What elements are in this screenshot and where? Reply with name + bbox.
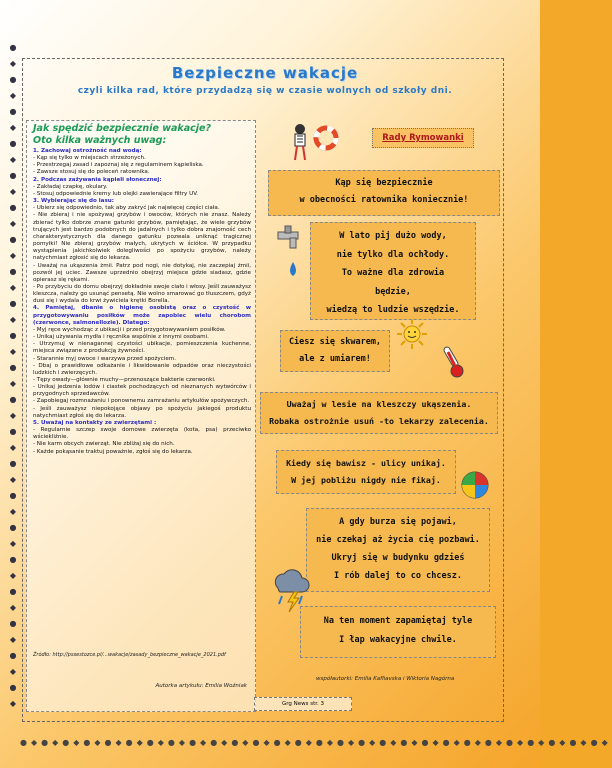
tip-line: Robaka ostrożnie usuń -to lekarzy zalecenia. xyxy=(269,416,489,426)
source-note: Źródło: http://pssestozce.pl/...wakacje/zasady_bezpieczne_wakacje_2021.pdf xyxy=(33,652,226,658)
tip-box-2 xyxy=(310,222,476,320)
tip-line: To ważne dla zdrowia xyxy=(341,268,445,278)
tip-line: w obecności ratownika koniecznie! xyxy=(299,195,469,205)
tip-box-4 xyxy=(260,392,498,434)
tip-line: W jej pobliżu nigdy nie fikaj. xyxy=(291,475,441,485)
collaborators-note: współautorki: Emilia Kafliavska i Wiktoria Nagórna xyxy=(316,676,455,682)
sun-icon xyxy=(396,318,428,350)
article-paragraph: - Utrzymuj w nienagannej czystości ubikacje, pomieszczenia kuchenne, miejsca związane z produkcją żywności. xyxy=(33,341,251,355)
article-section-heading: 1. Zachowaj ostrożność nad wodą: xyxy=(33,148,142,154)
page-title: Bezpieczne wakacje xyxy=(171,64,359,82)
article-author: Autorka artykułu: Emilia Woźniak xyxy=(155,683,247,689)
tip-box-3 xyxy=(280,330,390,372)
side-decoration: ● ◆ ● ◆ ● ◆ ● ◆ ● ◆ ● ◆ ● ◆ ● ◆ ● ◆ ● ◆ ● ◆ ● ◆ ● ◆ ● ◆ ● ◆ ● ◆ ● ◆ ● ◆ ● ◆ ● ◆ ● ◆ xyxy=(9,43,17,708)
tip-line: będzie, xyxy=(375,286,411,297)
tip-box-7 xyxy=(300,606,496,658)
article-paragraph: - Po przybyciu do domu obejrzyj dokładnie swoje ciało i włosy. Jeśli zauważysz kleszcza, należy go usunąć pensetą. Nie wolno smarować go tłuszczem, gdyż dusi się i wydala do krwi żywiciela krętki Borella. xyxy=(33,283,251,305)
article-paragraph: - Kąp się tylko w miejscach strzeżonych. xyxy=(33,155,146,162)
article-paragraph: - Każde pokąsanie traktuj poważnie, zgłoś się do lekarza. xyxy=(33,448,193,455)
article-paragraph: - Nie zbieraj i nie spożywaj grzybów i owoców, których nie znasz. Należy zbierać tylko dobrze znane gatunki grzybów, pamiętając, że wiele grzybów trujących jest bardzo podobnych do jadalnych i tylko dobra znajomość cech charakterystycznych dla danego gatunku pozwala uniknąć tragicznej pomyłki! Nie zbieraj grzybów małych, ukrytych w ściółce. W przypadku wystąpienia jakichkolwiek dolegliwości po spożyciu grzybów, należy natychmiast zgłosić się do lekarza. xyxy=(33,212,251,262)
article-paragraph: - Starannie myj owoce i warzywa przed spożyciem. xyxy=(33,355,177,362)
article-paragraph: - Zakładaj czapkę, okulary. xyxy=(33,183,108,190)
beach-ball-icon xyxy=(460,470,490,500)
tip-line: Kąp się bezpiecznie xyxy=(335,178,433,188)
tip-line: I łap wakacyjne chwile. xyxy=(339,635,457,645)
lifeguard-icon xyxy=(288,122,344,162)
article-column xyxy=(26,120,256,712)
tip-line: I rób dalej to co chcesz. xyxy=(334,571,462,581)
article-paragraph: - Ubierz się odpowiednio, tak aby zakryć jak najwięcej części ciała. xyxy=(33,205,220,212)
article-section-heading: 4. Pamiętaj, dbanie o higienę osobistą oraz o czystość w przygotowywaniu posiłków może zapobiec wielu chorobom (czerwonce, salmonellozie). Dlatego: xyxy=(33,305,251,326)
article-heading xyxy=(27,121,255,147)
article-heading-line-2: Oto kilka ważnych uwag: xyxy=(33,135,167,146)
tip-box-1 xyxy=(268,170,500,216)
tip-line: A gdy burza się pojawi, xyxy=(339,517,457,527)
article-heading-line-1: Jak spędzić bezpiecznie wakacje? xyxy=(33,123,211,134)
article-paragraph: - Uważaj na ukąszenia żmii. Patrz pod nogi, nie dotykaj, nie zaczepiaj żmii, pozwól jej uciec. Zawsze uprzednio obejrzyj miejsce gdzie siadasz, gdzie opierasz się rękami. xyxy=(33,262,251,283)
article-paragraph: - Zapobiegaj rozmnażaniu i ponownemu zamrażaniu artykułów spożywczych. xyxy=(33,398,250,405)
article-paragraph: - Myj ręce wychodząc z ubikacji i przed przygotowywaniem posiłków. xyxy=(33,326,226,333)
tip-box-5 xyxy=(276,450,456,494)
article-paragraph: - Zawsze stosuj się do poleceń ratownika. xyxy=(33,169,150,176)
tip-line: W lato pij dużo wody, xyxy=(339,231,447,241)
article-paragraph: - Tępy owady—głównie muchy—przenoszące bakterie czerwonki. xyxy=(33,377,216,383)
article-paragraph: - Dbaj o prawidłowe odkażanie i likwidowanie odpadów oraz nieczystości ludzkich i zwierzęcych. xyxy=(33,362,251,376)
article-section-heading: 3. Wybierając się do lasu: xyxy=(33,198,115,205)
tip-line: Uważaj w lesie na kleszczy ukąszenia. xyxy=(286,399,472,409)
article-paragraph: - Unikaj używania mydła i ręcznika wspólnie z innymi osobami. xyxy=(33,334,209,341)
tip-line: ale z umiarem! xyxy=(299,354,371,364)
bottom-decoration: ●◆●◆●◆●◆●◆●◆●◆●◆●◆●◆●◆●◆●◆●◆●◆●◆●◆●◆●◆●◆●◆●◆●◆●◆●◆●◆●◆●◆ xyxy=(20,738,612,747)
tip-line: Kiedy się bawisz - ulicy unikaj. xyxy=(286,458,446,468)
article-paragraph: - Stosuj odpowiednie kremy lub olejki zawierające filtry UV. xyxy=(33,190,199,197)
article-paragraph: - Regularnie szczep swoje domowe zwierzęta (kota, psa) przeciwko wściekliźnie. xyxy=(33,427,251,441)
page-subtitle: czyli kilka rad, które przydadzą się w czasie wolnych od szkoły dni. xyxy=(77,86,453,96)
article-paragraph: - Jeśli zauważysz niepokojące objawy po spożyciu jakiegoś produktu natychmiast zgłoś się do lekarza. xyxy=(33,405,251,419)
rady-rymowanki-label: Rady Rymowanki xyxy=(372,128,474,148)
article-paragraph: - Przestrzegaj zasad i zapoznaj się z regulaminem kąpieliska. xyxy=(33,162,204,169)
water-tap-icon xyxy=(276,226,304,286)
article-section-heading: 5. Uważaj na kontakty ze zwierzętami : xyxy=(33,419,157,426)
tip-line: nie czekaj aż życia cię pozbawi. xyxy=(316,535,480,545)
tip-line: nie tylko dla ochłody. xyxy=(336,249,450,260)
tip-line: Na ten moment zapamiętaj tyle xyxy=(323,616,473,626)
thermometer-icon xyxy=(440,344,468,380)
tip-line: wiedzą to ludzie wszędzie. xyxy=(326,305,460,315)
article-paragraph: - Unikaj jedzenia lodów i ciastek pochodzących od nieznanych wytwórców i przygodnych sprzedawców. xyxy=(33,384,251,398)
tip-line: Ukryj się w budynku gdzieś xyxy=(331,553,465,563)
tip-box-6 xyxy=(306,508,490,592)
article-section-heading: 2. Podczas zażywania kąpieli słonecznej: xyxy=(33,176,162,183)
tip-line: Ciesz się skwarem, xyxy=(288,337,382,347)
page-footer: Grg News str. 3 xyxy=(254,697,352,711)
article-body xyxy=(27,147,255,456)
article-paragraph: - Nie karm obcych zwierząt. Nie zbliżaj się do nich. xyxy=(33,441,175,448)
